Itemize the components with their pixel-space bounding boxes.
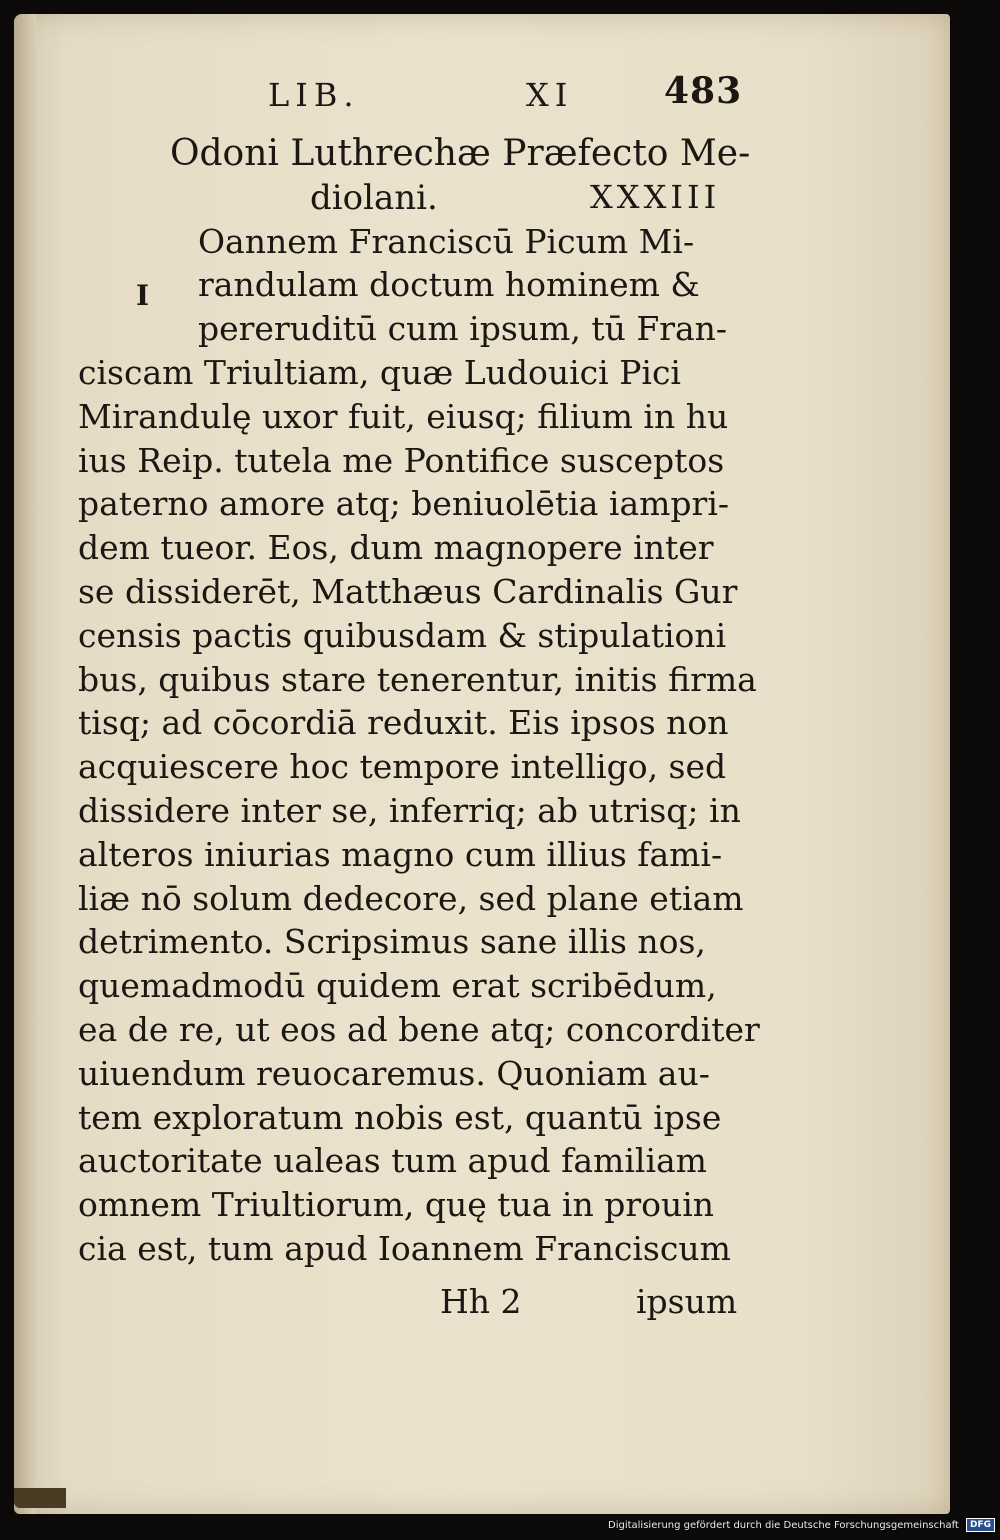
text-line: liæ nō solum dedecore, sed plane etiam [78,878,744,918]
text-line: randulam doctum hominem & [198,265,700,305]
text-line: ciscam Triultiam, quæ Ludouici Pici [78,352,681,392]
letter-title-line1: Odoni Luthrechæ Præfecto Me- [170,133,751,174]
text-line: se dissiderēt, Matthæus Cardinalis Gur [78,571,738,611]
text-line: auctoritate ualeas tum apud familiam [78,1141,707,1181]
dfg-logo: DFG [966,1518,995,1532]
text-line: uiuendum reuocaremus. Quoniam au- [78,1053,710,1093]
catchword: ipsum [636,1282,738,1321]
text-line: censis pactis quibusdam & stipulationi [78,615,727,655]
text-line: tem exploratum nobis est, quantū ipse [78,1097,722,1137]
text-line: tisq; ad cōcordiā reduxit. Eis ipsos non [78,703,729,743]
page-gutter [14,14,36,1514]
text-line: Mirandulę uxor fuit, eiusq; filium in hu [78,396,729,436]
text-line: dissidere inter se, inferriq; ab utrisq; in [78,790,741,830]
text-line: pereruditū cum ipsum, tū Fran- [198,309,728,349]
letter-number: XXXIII [590,177,721,216]
text-line: acquiescere hoc tempore intelligo, sed [78,747,727,787]
letter-title-line2: diolani. [310,177,438,218]
cover-corner [14,1488,66,1508]
digitization-credit [608,1518,995,1536]
text-line: alteros iniurias magno cum illius fami- [78,834,723,874]
text-line: cia est, tum apud Ioannem Franciscum [78,1228,731,1268]
text-line: quemadmodū quidem erat scribēdum, [78,966,717,1006]
margin-number: I [136,279,150,312]
text-line: ea de re, ut eos ad bene atq; concorditer [78,1009,760,1049]
letter-body [78,132,758,1271]
header-book: LIB. [268,76,360,114]
folio-number: 483 [664,70,743,112]
text-line: detrimento. Scripsimus sane illis nos, [78,922,706,962]
signature-mark: Hh 2 [440,1282,522,1321]
header-number: XI [526,76,574,114]
text-line: ius Reip. tutela me Pontifice susceptos [78,440,725,480]
text-line: omnem Triultiorum, quę tua in prouin [78,1185,715,1225]
letter-title-row2 [78,176,758,220]
text-line: paterno amore atq; beniuolētia iampri- [78,484,730,524]
credit-text: Digitalisierung gefördert durch die Deutsche Forschungsgemeinschaft [608,1520,959,1531]
text-line: bus, quibus stare tenerentur, initis firma [78,659,757,699]
text-line: dem tueor. Eos, dum magnopere inter [78,528,714,568]
text-line: Oannem Franciscū Picum Mi- [198,221,695,261]
